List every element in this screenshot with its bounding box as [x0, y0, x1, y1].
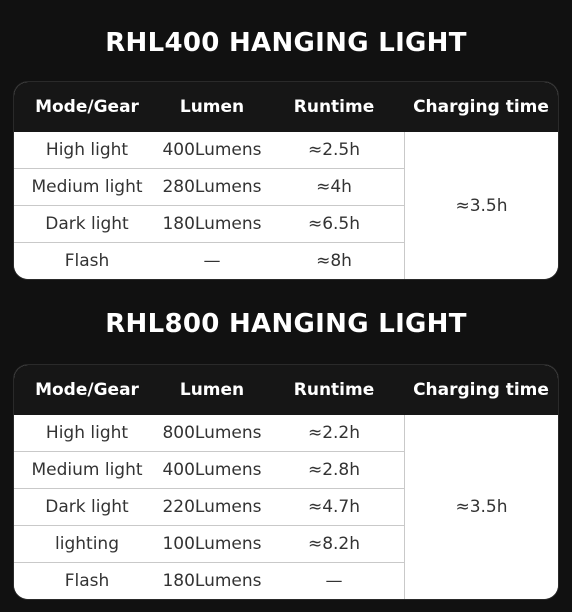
- mode-cell: Flash: [64, 571, 110, 591]
- table-header: [14, 82, 558, 132]
- mode-cell: lighting: [55, 534, 119, 554]
- runtime-cell: ≈2.5h: [307, 140, 361, 160]
- header-charging-time: Charging time: [413, 97, 549, 117]
- table-row: [14, 132, 404, 169]
- header-lumen: Lumen: [179, 97, 245, 117]
- runtime-cell: ≈8h: [316, 251, 352, 271]
- header-charging-time: Charging time: [413, 380, 549, 400]
- section-title-rhl800: RHL800 HANGING LIGHT: [105, 309, 467, 339]
- lumen-cell: —: [203, 251, 221, 271]
- lumen-cell: 280Lumens: [162, 177, 262, 197]
- table-body: [14, 415, 558, 599]
- lumen-cell: 180Lumens: [162, 571, 262, 591]
- runtime-cell: ≈4h: [316, 177, 352, 197]
- mode-cell: Flash: [64, 251, 110, 271]
- table-row: [14, 526, 404, 563]
- runtime-cell: ≈4.7h: [307, 497, 361, 517]
- lumen-cell: 220Lumens: [162, 497, 262, 517]
- table-row: [14, 169, 404, 206]
- header-mode-gear: Mode/Gear: [35, 97, 139, 117]
- spec-table-rhl400: [14, 82, 558, 279]
- table-row: [14, 206, 404, 243]
- table-row: [14, 415, 404, 452]
- runtime-cell: ≈8.2h: [307, 534, 361, 554]
- lumen-cell: 800Lumens: [162, 423, 262, 443]
- mode-cell: Medium light: [31, 177, 143, 197]
- table-rows: [14, 415, 404, 599]
- header-lumen: Lumen: [179, 380, 245, 400]
- mode-cell: High light: [45, 423, 129, 443]
- header-runtime: Runtime: [293, 97, 375, 117]
- table-rows: [14, 132, 404, 279]
- runtime-cell: ≈6.5h: [307, 214, 361, 234]
- mode-cell: Dark light: [45, 214, 129, 234]
- mode-cell: Dark light: [45, 497, 129, 517]
- table-row: [14, 563, 404, 599]
- mode-cell: High light: [45, 140, 129, 160]
- runtime-cell: ≈2.2h: [307, 423, 361, 443]
- lumen-cell: 400Lumens: [162, 460, 262, 480]
- header-runtime: Runtime: [293, 380, 375, 400]
- charging-time-cell: ≈3.5h: [404, 415, 558, 599]
- lumen-cell: 400Lumens: [162, 140, 262, 160]
- mode-cell: Medium light: [31, 460, 143, 480]
- section-title-rhl400: RHL400 HANGING LIGHT: [105, 28, 467, 58]
- header-mode-gear: Mode/Gear: [35, 380, 139, 400]
- table-body: [14, 132, 558, 279]
- charging-time-cell: ≈3.5h: [404, 132, 558, 279]
- spec-table-rhl800: [14, 365, 558, 599]
- runtime-cell: ≈2.8h: [307, 460, 361, 480]
- table-row: [14, 489, 404, 526]
- table-row: [14, 243, 404, 279]
- lumen-cell: 100Lumens: [162, 534, 262, 554]
- table-row: [14, 452, 404, 489]
- table-header: [14, 365, 558, 415]
- runtime-cell: —: [325, 571, 343, 591]
- lumen-cell: 180Lumens: [162, 214, 262, 234]
